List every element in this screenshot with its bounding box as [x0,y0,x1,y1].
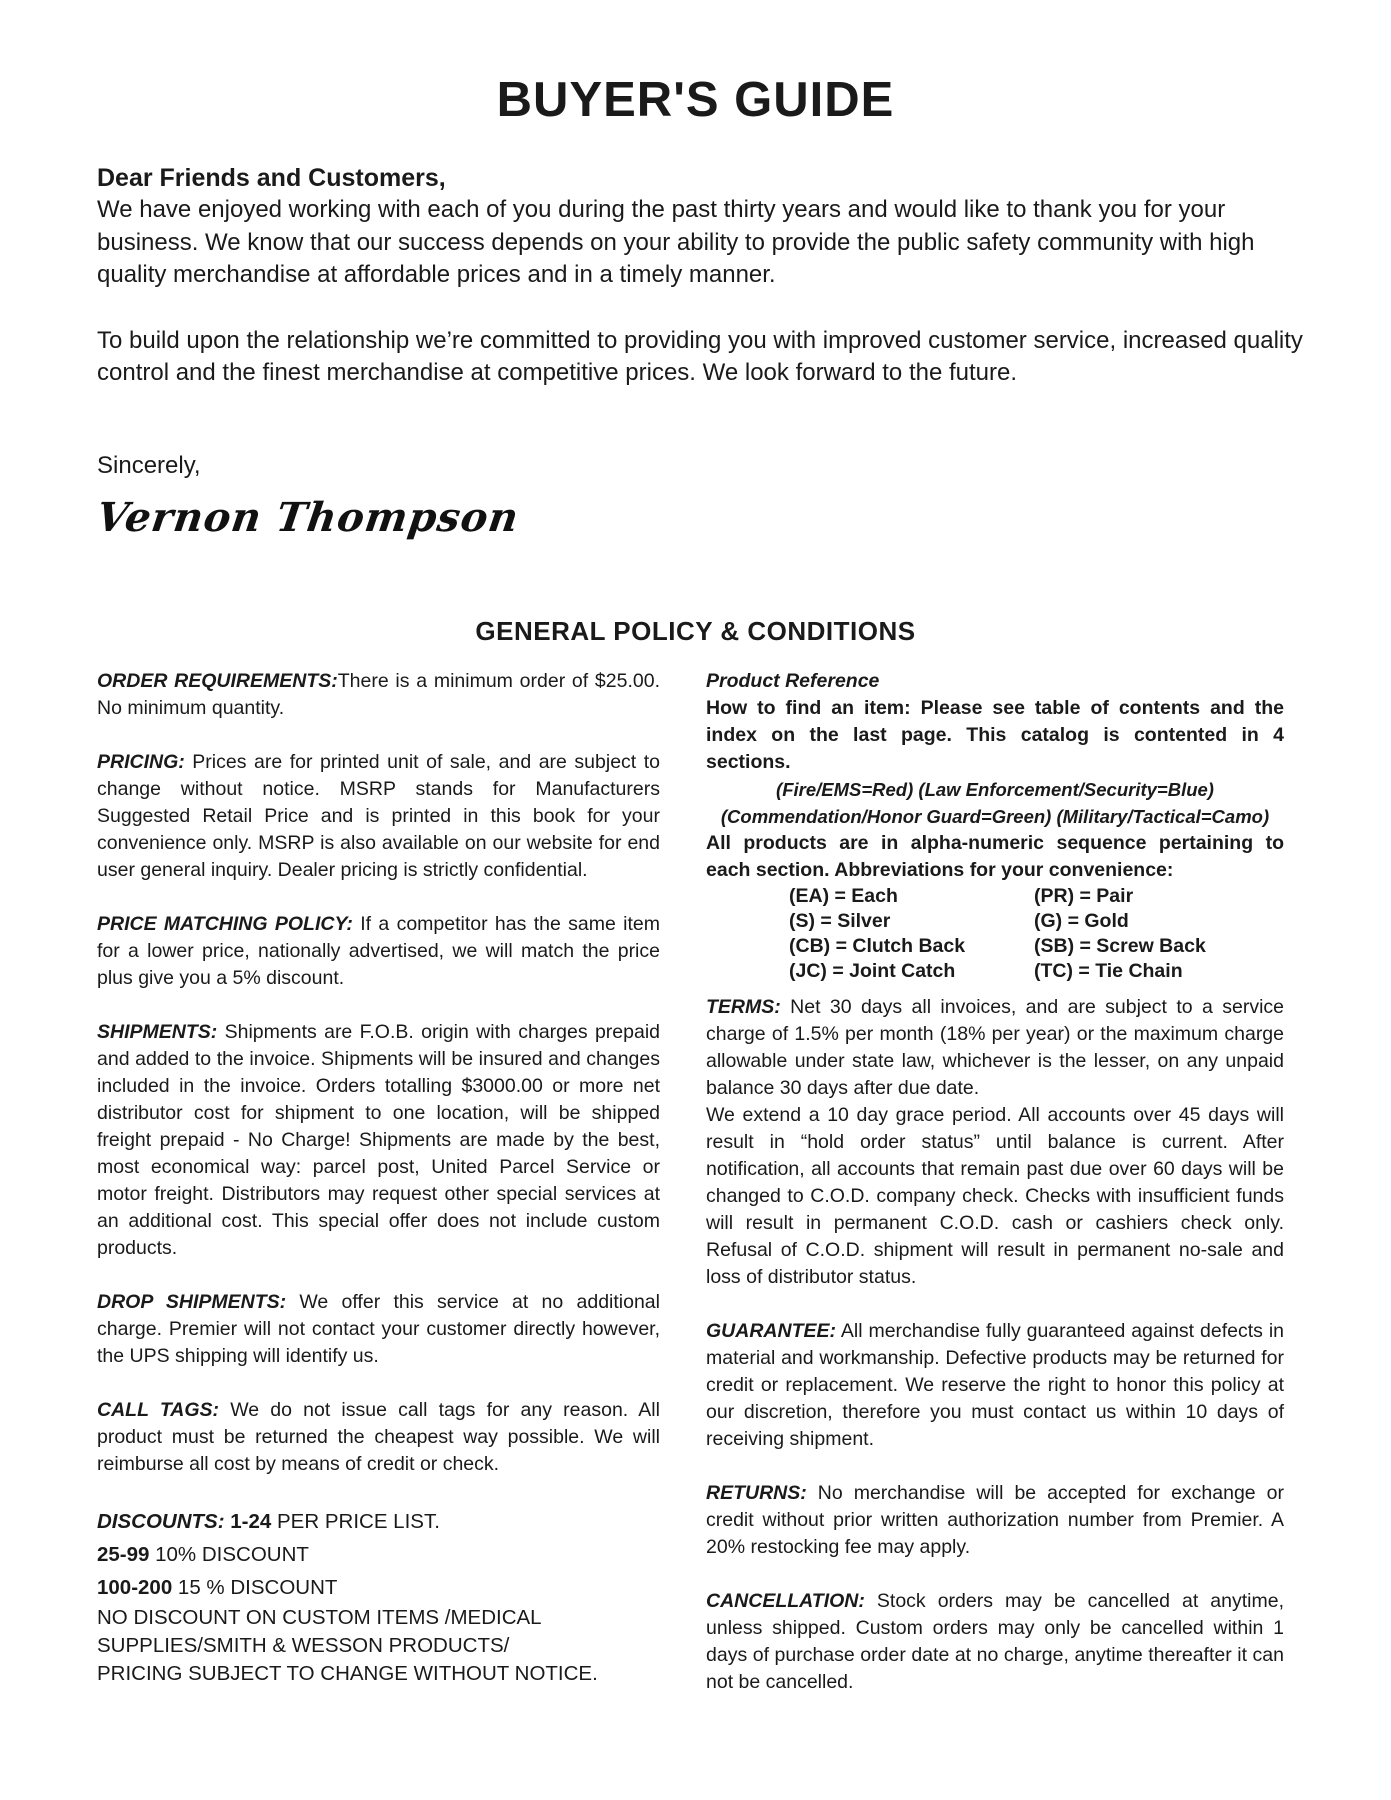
discount-text: PER PRICE LIST. [271,1510,440,1533]
policy-label: CALL TAGS: [97,1399,220,1421]
abbreviation-grid [706,884,1284,984]
policy-terms [706,994,1284,1291]
abbreviation: (EA) = Each [789,885,898,907]
section-title: GENERAL POLICY & CONDITIONS [475,616,916,646]
policy-label: DROP SHIPMENTS: [97,1291,287,1313]
policy-text: We do not issue call tags for any reason. All product must be returned the cheapest way possible. We will reimburse all cost by means of credit or check. [97,1399,660,1475]
policy-text: We offer this service at no additional charge. Premier will not contact your customer directly however, the UPS shipping will identify us. [97,1291,660,1367]
letter-salutation: Dear Friends and Customers, [97,164,446,192]
policy-cancellation [706,1588,1284,1696]
page-title: BUYER'S GUIDE [496,73,895,127]
policy-text: If a competitor has the same item for a lower price, nationally advertised, we will match the price plus give you a 5% discount. [97,913,660,989]
abbreviation: (CB) = Clutch Back [789,935,966,957]
policy-label: ORDER REQUIREMENTS: [97,670,338,692]
letter-paragraph: We have enjoyed working with each of you during the past thirty years and would like to thank you for your business. We know that our success depends on your ability to provide the public safety community with high quality merchandise at affordable prices and in a timely manner. [97,196,1255,288]
policy-text: Prices are for printed unit of sale, and are subject to change without notice. MSRP stands for Manufacturers Suggested Retail Price and is printed in this book for your convenience only. MSRP is also available on our website for end user general inquiry. Dealer pricing is strictly confidential. [97,751,660,881]
welcome-letter [97,162,1327,390]
policy-shipments [97,1019,660,1262]
policy-label: DISCOUNTS: [97,1510,225,1533]
section-colors: (Fire/EMS=Red) (Law Enforcement/Security=Blue) [776,779,1214,800]
discount-row [97,1538,660,1571]
discount-text: 15 % DISCOUNT [172,1576,338,1599]
product-reference-howto: How to find an item: Please see table of contents and the index on the last page. This catalog is contented in 4 sections. [706,697,1284,773]
policy-text: Net 30 days all invoices, and are subject to a service charge of 1.5% per month (18% per year) or the maximum charge allowable under state law, whichever is the lesser, on any unpaid balance 30 days after due date. [706,996,1284,1099]
policy-left-column [97,668,660,1688]
discount-note: NO DISCOUNT ON CUSTOM ITEMS /MEDICAL [97,1606,542,1629]
policy-label: PRICE MATCHING POLICY: [97,913,353,935]
product-reference-heading: Product Reference [706,670,880,692]
policy-price-matching [97,911,660,992]
abbreviation: (TC) = Tie Chain [1034,960,1183,982]
abbreviation: (PR) = Pair [1034,885,1134,907]
discount-row [97,1505,660,1538]
policy-label: SHIPMENTS: [97,1021,218,1043]
policy-text: There is a minimum order of $25.00. No minimum quantity. [97,670,660,719]
product-reference-sequence: All products are in alpha-numeric sequence pertaining to each section. Abbreviations for your convenience: [706,832,1284,881]
discount-note: PRICING SUBJECT TO CHANGE WITHOUT NOTICE. [97,1662,598,1685]
policy-text: All merchandise fully guaranteed against defects in material and workmanship. Defective products may be returned for credit or replacement. We reserve the right to honor this policy at our discretion, therefore you must contact us within 10 days of receiving shipment. [706,1320,1284,1450]
policy-label: TERMS: [706,996,781,1018]
policy-label: PRICING: [97,751,185,773]
letter-paragraph: To build upon the relationship we’re committed to providing you with improved customer service, increased quality control and the finest merchandise at competitive prices. We look forward to the future. [97,326,1303,386]
discount-note: SUPPLIES/SMITH & WESSON PRODUCTS/ [97,1634,510,1657]
policy-text: We extend a 10 day grace period. All accounts over 45 days will result in “hold order status” until balance is current. After notification, all accounts that remain past due over 60 days will be changed to C.O.D. company check. Checks with insufficient funds will result in permanent C.O.D. cash or cashiers check only. Refusal of C.O.D. shipment will result in permanent no-sale and loss of distributor status. [706,1104,1284,1288]
policy-text: Stock orders may be cancelled at anytime, unless shipped. Custom orders may only be cancelled within 1 days of purchase order date at no charge, anytime thereafter it can not be cancelled. [706,1590,1284,1693]
letter-closing: Sincerely, [97,452,201,479]
policy-drop-shipments [97,1289,660,1370]
abbreviation: (JC) = Joint Catch [789,960,956,982]
abbreviation: (SB) = Screw Back [1034,935,1206,957]
product-reference [706,668,1284,984]
policy-discounts [97,1505,660,1688]
abbreviation: (S) = Silver [789,910,891,932]
discount-qty: 25-99 [97,1543,150,1566]
policy-returns [706,1480,1284,1561]
discount-qty: 100-200 [97,1576,173,1599]
policy-text: No merchandise will be accepted for exchange or credit without prior written authorization number from Premier. A 20% restocking fee may apply. [706,1482,1284,1558]
policy-call-tags [97,1397,660,1478]
policy-order-requirements [97,668,660,722]
policy-right-column [706,668,1284,1723]
policy-text: Shipments are F.O.B. origin with charges prepaid and added to the invoice. Shipments will be insured and changes included in the invoice. Orders totalling $3000.00 or more net distributor cost for shipment to one location, will be shipped freight prepaid - No Charge! Shipments are made by the best, most economical way: parcel post, United Parcel Service or motor freight. Distributors may request other special services at an additional cost. This special offer does not include custom products. [97,1021,660,1259]
signature: Vernon Thompson [93,494,523,541]
policy-label: GUARANTEE: [706,1320,836,1342]
section-colors: (Commendation/Honor Guard=Green) (Military/Tactical=Camo) [720,806,1270,827]
discount-qty: 1-24 [224,1510,272,1533]
policy-label: RETURNS: [706,1482,807,1504]
policy-pricing [97,749,660,884]
abbreviation: (G) = Gold [1034,910,1129,932]
policy-label: CANCELLATION: [706,1590,865,1612]
discount-text: 10% DISCOUNT [149,1543,309,1566]
policy-guarantee [706,1318,1284,1453]
discount-row [97,1571,660,1604]
